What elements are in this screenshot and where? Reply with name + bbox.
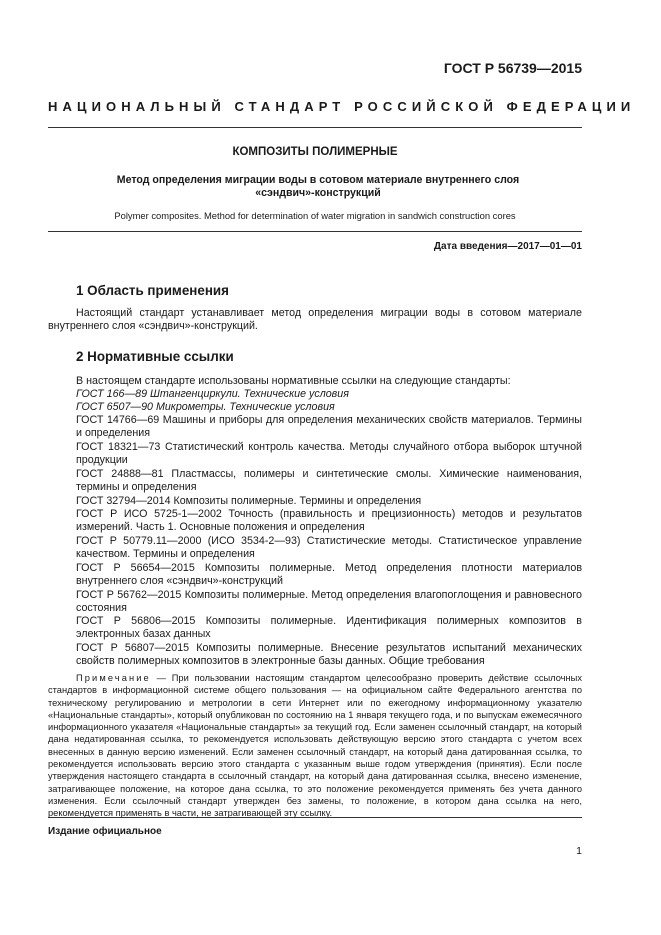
reference-item: ГОСТ Р 56762—2015 Композиты полимерные. Метод определения влагопоглощения и равновесного состояния [76, 589, 582, 615]
reference-item: ГОСТ 32794—2014 Композиты полимерные. Термины и определения [76, 495, 422, 507]
note-text: — При пользовании настоящим стандартом целесообразно проверить действие ссылочных стандартов в информационной системе общего пользования — на официальном сайте Федерального агентства по техническому регулированию и метрологии в сети Интернет или по ежегодному информационному указателю «Национальные стандарты», который опубликован по состоянию на 1 января текущего года, и по выпускам ежемесячного информационного указателя «Национальные стандарты» за текущий год. Если заменен ссылочный стандарт, на который дана недатированная ссылка, то рекомендуется использовать действующую версию этого стандарта с учетом всех внесенных в данную версию изменений. Если заменен ссылочный стандарт, на который дана датированная ссылка, то рекомендуется использовать версию этого стандарта с указанным выше годом утверждения (принятия). Если после утверждения настоящего стандарта в ссылочный стандарт, на который дана датированная ссылка, внесено изменение, затрагивающее положение, на которое дана ссылка, то это положение рекомендуется применять без учета данного изменения. Если ссылочный стандарт утвержден без замены, то положение, в котором дана ссылка на него, рекомендуется применять в части, не затрагивающей эту ссылку. [48, 673, 582, 819]
reference-item: ГОСТ Р 50779.11—2000 (ИСО 3534-2—93) Статистические методы. Статистическое управление качеством. Термины и определения [76, 535, 582, 561]
reference-item: ГОСТ 6507—90 Микрометры. Технические условия [76, 401, 335, 413]
title-divider [48, 231, 582, 232]
reference-item: ГОСТ Р 56806—2015 Композиты полимерные. Идентификация полимерных композитов в электронных базах данных [76, 615, 582, 641]
header-divider [48, 127, 582, 128]
standard-number: ГОСТ Р 56739—2015 [443, 60, 582, 76]
reference-item: ГОСТ Р 56807—2015 Композиты полимерные. Внесение результатов испытаний механических свойств полимерных композитов в электронные базы данных. Общие требования [76, 642, 582, 668]
reference-item: ГОСТ 18321—73 Статистический контроль качества. Методы случайного отбора выборок штучной продукции [76, 441, 582, 467]
reference-item: ГОСТ Р ИСО 5725-1—2002 Точность (правильность и прецизионность) методов и результатов измерений. Часть 1. Основные положения и определения [76, 508, 582, 534]
national-standard-title: НАЦИОНАЛЬНЫЙ СТАНДАРТ РОССИЙСКОЙ ФЕДЕРАЦИИ [48, 99, 636, 114]
reference-item: ГОСТ Р 56654—2015 Композиты полимерные. Метод определения плотности материалов внутреннего слоя «сэндвич»-конструкций [76, 562, 582, 588]
section-1-heading: 1 Область применения [76, 283, 229, 298]
footer-divider [48, 817, 582, 818]
document-title-english: Polymer composites. Method for determination of water migration in sandwich construction cores [114, 210, 516, 221]
section-2-heading: 2 Нормативные ссылки [76, 349, 234, 364]
page-number: 1 [576, 845, 582, 857]
reference-item: ГОСТ 24888—81 Пластмассы, полимеры и синтетические смолы. Химические наименования, термины и определения [76, 468, 582, 494]
document-subtitle: Метод определения миграции воды в сотовом материале внутреннего слоя «сэндвич»-конструкций [116, 174, 520, 199]
note [48, 672, 582, 820]
edition-label: Издание официальное [48, 826, 162, 837]
reference-item: ГОСТ 14766—69 Машины и приборы для определения механических свойств материалов. Термины и определения [76, 414, 582, 440]
note-label: Примечание [76, 673, 151, 683]
document-title: КОМПОЗИТЫ ПОЛИМЕРНЫЕ [232, 146, 398, 158]
intro-date: Дата введения—2017—01—01 [433, 241, 582, 252]
reference-item: ГОСТ 166—89 Штангенциркули. Технические условия [76, 388, 349, 400]
section-2-intro: В настоящем стандарте использованы нормативные ссылки на следующие стандарты: [76, 375, 511, 387]
section-1-text: Настоящий стандарт устанавливает метод определения миграции воды в сотовом материале внутреннего слоя «сэндвич»-конструкций. [48, 307, 582, 333]
